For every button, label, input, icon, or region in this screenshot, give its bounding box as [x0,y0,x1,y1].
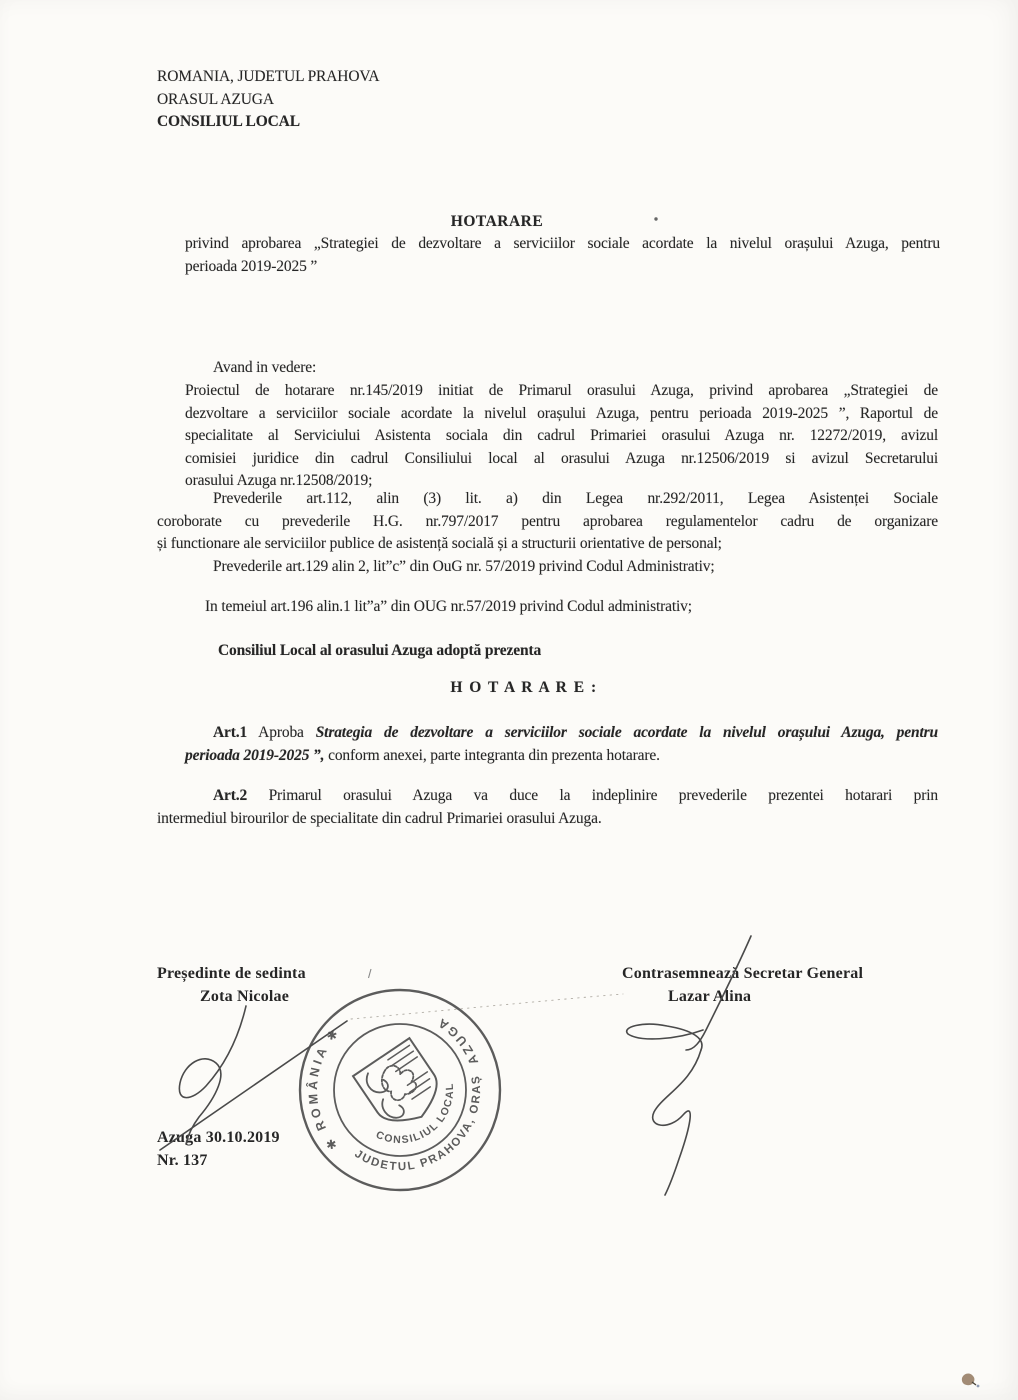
signature-right-name: Lazar Alina [668,988,752,1005]
signature-right-role: Contrasemnează Secretar General [622,965,864,982]
signature-right-stroke [653,1050,701,1195]
paragraph-line: comisiei juridice din cadrul Consiliului local al orasului Azuga nr.12506/2019 si avizul Secretarului [185,449,938,467]
svg-text:JUDETUL PRAHOVA, ORAȘ [352,1074,483,1173]
paragraph-line: Proiectul de hotarare nr.145/2019 initiat de Primarul orasului Azuga, privind aprobarea „Strategiei de [185,382,938,399]
paragraph-line: dezvoltare a serviciilor sociale acordate la nivelul orașului Azuga, pentru perioada 2019-2025 ”, Raportul de [185,404,938,422]
header-council-line: CONSILIUL LOCAL [157,113,300,130]
header-city-line: ORASUL AZUGA [157,90,274,108]
article-line [185,722,938,745]
stamp-text-judet: JUDETUL PRAHOVA, ORAȘ [352,1073,484,1174]
decision-heading: H O T A R A R E : [450,679,598,696]
article-1 [185,722,938,767]
article-text: Primarul orasului Azuga va duce la indeplinire prevederile prezentei hotarari prin [247,787,938,804]
article-2 [157,785,938,830]
article-strategy-title: perioada 2019-2025 ”, [185,746,325,764]
article-line [157,785,938,808]
article-text: conform anexei, parte integranta din prezenta hotarare. [324,746,660,764]
preamble-paragraph-4: In temeiul art.196 alin.1 lit”a” din OUG nr.57/2019 privind Codul administrativ; [205,598,692,615]
header-country-line: ROMANIA, JUDETUL PRAHOVA [157,68,380,85]
footer-number: Nr. 137 [157,1152,208,1169]
document-title: HOTARARE [450,213,544,230]
stamp-text-romania: ✱ ROMÂNIA ✱ [305,1024,344,1153]
article-text: Aproba [247,724,316,741]
article-label: Art.1 [213,724,248,741]
article-line [185,745,938,768]
subtitle-line: privind aprobarea „Strategiei de dezvoltare a serviciilor sociale acordate la nivelul orașului Azuga, pentru [185,235,940,252]
adoption-line: Consiliul Local al orasului Azuga adoptă prezenta [218,642,542,659]
paragraph-line: coroborate cu prevederile H.G. nr.797/2017 pentru aprobarea regulamentelor cadru de organizare [157,512,938,530]
preamble-paragraph-1 [185,380,938,493]
article-strategy-title: Strategia de dezvoltare a serviciilor sociale acordate la nivelul orașului Azuga, pentru [315,724,938,741]
footer-place-date: Azuga 30.10.2019 [157,1129,280,1146]
paragraph-line: Prevederile art.112, alin (3) lit. a) din Legea nr.292/2011, Legea Asistenței Sociale [213,490,938,507]
council-stamp [292,982,508,1198]
stamp-outer-ring [300,990,500,1190]
scan-tick-mark [369,969,372,978]
document-subtitle [185,233,940,278]
article-line: intermediul birourilor de specialitate din cadrul Primariei orasului Azuga. [157,809,602,827]
stamp-text-azuga: AZUGA [433,1013,482,1067]
paragraph-line: și functionare ale serviciilor publice de asistență socială și a structurii orientative de personal; [157,535,722,552]
preamble-paragraph-2 [157,488,938,556]
document-header [157,66,577,134]
signature-left-stroke [179,1006,246,1144]
signature-left-name: Zota Nicolae [200,988,290,1005]
signature-left-role: Președinte de sedinta [157,965,306,982]
scan-smudge [962,1374,980,1388]
paragraph-line: specialitate al Serviciului Asistenta sociala din cadrul Primariei orasului Azuga nr. 12272/2019, avizul [185,427,938,444]
signature-right-stroke [627,1024,703,1050]
article-label: Art.2 [213,787,248,804]
paragraph-line: orasului Azuga nr.12508/2019; [185,472,373,489]
subtitle-line: perioada 2019-2025 ” [185,257,318,275]
stamp-text-consiliu: CONSILIUL LOCAL [374,1081,457,1147]
preamble-paragraph-3: Prevederile art.129 alin 2, lit”c” din OuG nr. 57/2019 privind Codul Administrativ; [213,558,715,575]
preamble-intro: Avand in vedere: [213,359,317,376]
